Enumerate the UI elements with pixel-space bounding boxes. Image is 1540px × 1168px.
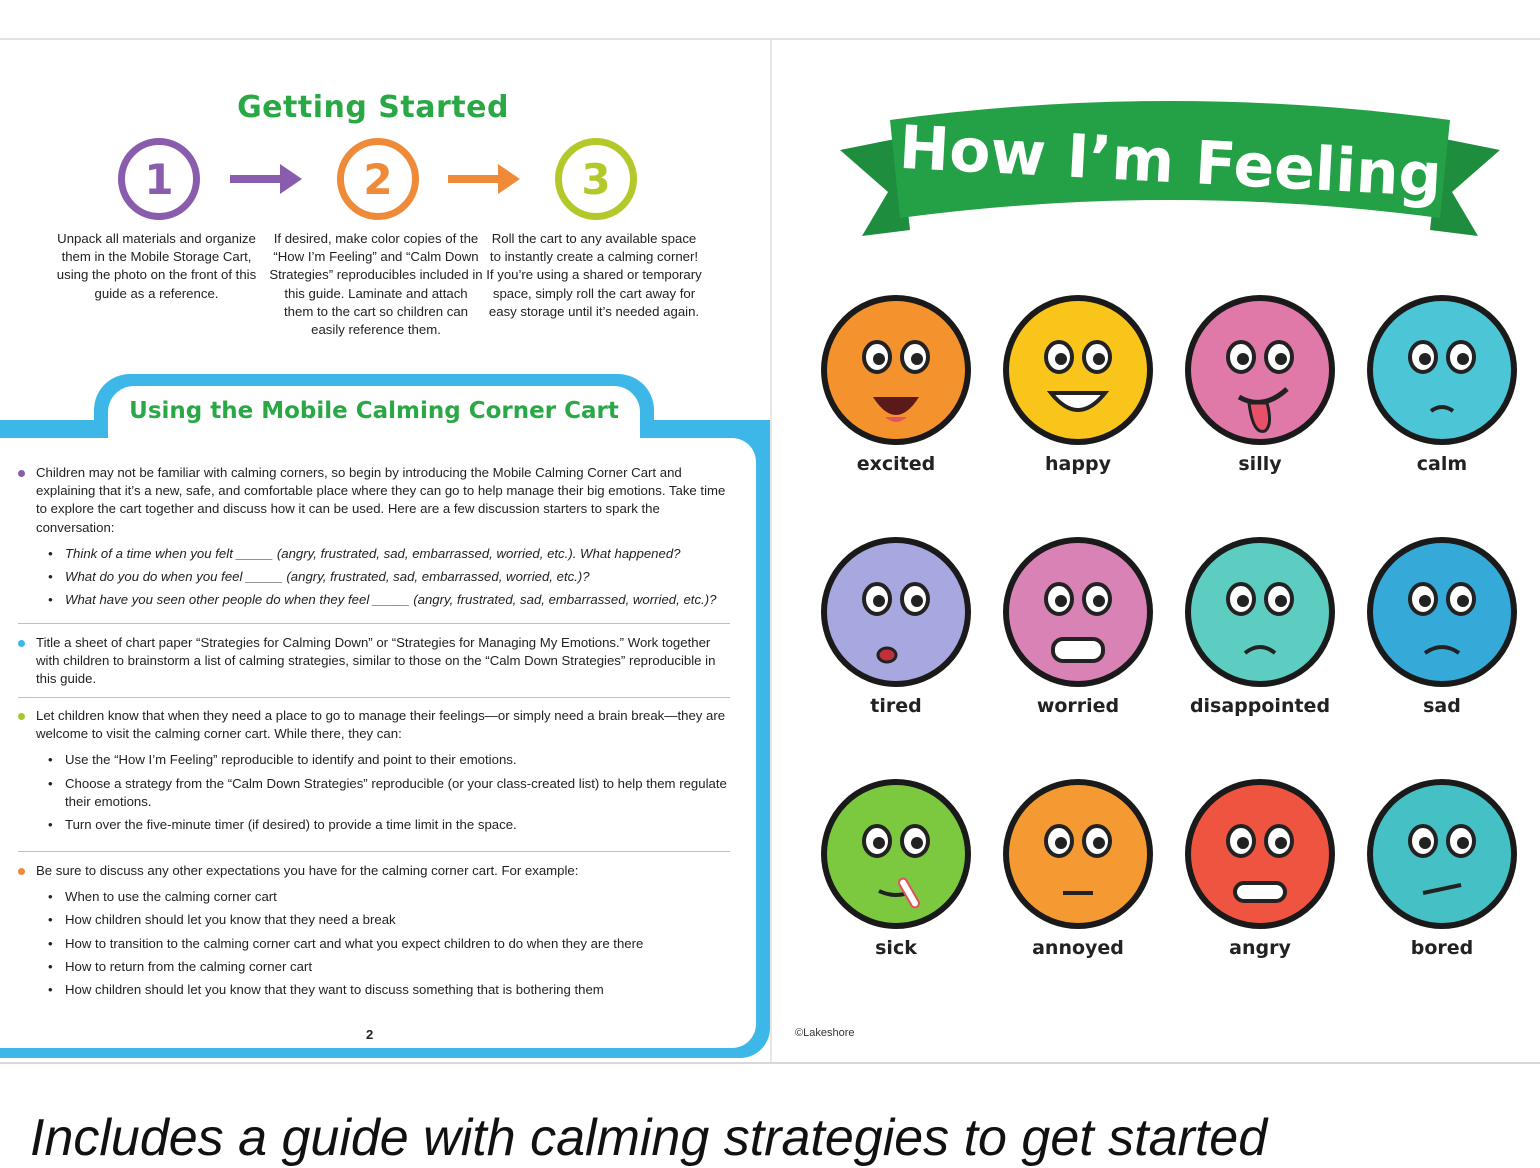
bullet-dot-icon <box>18 470 25 477</box>
bullet-dot-icon <box>18 713 25 720</box>
list-item: • What do you do when you feel _____ (angry, frustrated, sad, embarrassed, worried, etc.)? <box>65 568 730 586</box>
happy-face-icon <box>1001 293 1155 447</box>
paragraph-1 <box>18 464 730 614</box>
paragraph-3 <box>18 707 730 839</box>
step-2-circle: 2 <box>337 138 419 220</box>
banner-ribbon <box>840 90 1500 250</box>
emotion-worried <box>1000 535 1156 717</box>
paragraph-text: Title a sheet of chart paper “Strategies for Calming Down” or “Strategies for Managing My Emotions.” Work together with children to brainstorm a list of calming strategies, similar to those on the “Calm Down Strategies” reproducible in this guide. <box>36 635 716 687</box>
paragraph-4 <box>18 862 730 1004</box>
calm-face-icon <box>1365 293 1519 447</box>
emotion-sick <box>818 777 974 959</box>
emotion-label: angry <box>1229 937 1291 959</box>
divider-line <box>18 697 730 698</box>
emotion-silly <box>1182 293 1338 475</box>
bullet-dot-icon <box>18 868 25 875</box>
silly-face-icon <box>1183 293 1337 447</box>
step-2-text: If desired, make color copies of the “How I’m Feeling” and “Calm Down Strategies” reproducibles included in this guide. Laminate and attach them to the cart so children can easily reference them. <box>269 231 483 338</box>
divider-line <box>18 623 730 624</box>
emotion-calm <box>1364 293 1520 475</box>
emotion-label: worried <box>1036 695 1120 717</box>
page-number: 2 <box>366 1027 374 1042</box>
emotion-label: happy <box>1045 453 1111 475</box>
emotion-label: tired <box>870 695 922 717</box>
cart-uses-list <box>18 751 730 834</box>
left-page <box>0 40 770 1062</box>
divider-line <box>18 851 730 852</box>
list-item: • What have you seen other people do when they feel _____ (angry, frustrated, sad, embarrassed, worried, etc.)? <box>65 591 730 609</box>
emotion-angry <box>1182 777 1338 959</box>
emotion-sad <box>1364 535 1520 717</box>
emotion-tired <box>818 535 974 717</box>
emotion-excited <box>818 293 974 475</box>
paragraph-text: Let children know that when they need a place to go to manage their feelings—or simply need a brain break—they are welcome to visit the calming corner cart. While there, they can: <box>36 708 726 742</box>
worried-face-icon <box>1001 535 1155 689</box>
disappointed-face-icon <box>1183 535 1337 689</box>
paragraph-2 <box>18 634 730 689</box>
list-item: • Turn over the five-minute timer (if desired) to provide a time limit in the space. <box>65 816 730 834</box>
sick-face-icon <box>819 777 973 931</box>
getting-started-title: Getting Started <box>237 90 509 125</box>
sad-face-icon <box>1365 535 1519 689</box>
page-divider <box>770 40 772 1062</box>
list-item: • How children should let you know that they want to discuss something that is bothering them <box>65 981 730 999</box>
emotion-label: calm <box>1416 453 1468 475</box>
emotion-disappointed <box>1182 535 1338 717</box>
emotion-annoyed <box>1000 777 1156 959</box>
excited-face-icon <box>819 293 973 447</box>
paragraph-text: Be sure to discuss any other expectations you have for the calming corner cart. For example: <box>36 863 579 878</box>
arrow-right-icon <box>230 162 304 196</box>
emotion-bored <box>1364 777 1520 959</box>
emotion-label: annoyed <box>1032 937 1124 959</box>
list-item: • When to use the calming corner cart <box>65 888 730 906</box>
annoyed-face-icon <box>1001 777 1155 931</box>
list-item: • Choose a strategy from the “Calm Down Strategies” reproducible (or your class-created list) to help them regulate their emotions. <box>65 775 730 811</box>
angry-face-icon <box>1183 777 1337 931</box>
bullet-dot-icon <box>18 640 25 647</box>
emotion-label: excited <box>856 453 936 475</box>
emotion-label: bored <box>1410 937 1474 959</box>
emotion-label: disappointed <box>1189 695 1331 717</box>
banner-title: How I’m Feeling <box>897 112 1444 212</box>
section-tab-joint <box>108 420 640 460</box>
emotion-happy <box>1000 293 1156 475</box>
list-item: • How children should let you know that they need a break <box>65 911 730 929</box>
list-item: • Think of a time when you felt _____ (angry, frustrated, sad, embarrassed, worried, etc.). What happened? <box>65 545 730 563</box>
expectations-list <box>18 888 730 999</box>
emotion-label: silly <box>1238 453 1282 475</box>
caption: Includes a guide with calming strategies to get started <box>30 1109 1268 1167</box>
step-3-circle: 3 <box>555 138 637 220</box>
bored-face-icon <box>1365 777 1519 931</box>
step-1-text: Unpack all materials and organize them in the Mobile Storage Cart, using the photo on the front of this guide as a reference. <box>56 231 257 301</box>
emotion-label: sad <box>1423 695 1461 717</box>
tired-face-icon <box>819 535 973 689</box>
discussion-starters-list <box>18 545 730 609</box>
list-item: • How to return from the calming corner cart <box>65 958 730 976</box>
copyright: ©Lakeshore <box>795 1027 855 1039</box>
paragraph-text: Children may not be familiar with calming corners, so begin by introducing the Mobile Calming Corner Cart and explaining that it’s a new, safe, and comfortable place where they can go to help manage their big emotions. Take time to explore the cart together and discuss how it can be used. Here are a few discussion starters to spark the conversation: <box>36 465 726 535</box>
emotion-label: sick <box>875 937 917 959</box>
list-item: • Use the “How I’m Feeling” reproducible to identify and point to their emotions. <box>65 751 730 769</box>
arrow-right-icon <box>448 162 522 196</box>
step-1-circle: 1 <box>118 138 200 220</box>
step-3-text: Roll the cart to any available space to instantly create a calming corner! If you’re using a shared or temporary space, simply roll the cart away for easy storage until it’s needed again. <box>486 231 702 319</box>
list-item: • How to transition to the calming corner cart and what you expect children to do when they are there <box>65 935 730 953</box>
section-title: Using the Mobile Calming Corner Cart <box>129 398 619 424</box>
